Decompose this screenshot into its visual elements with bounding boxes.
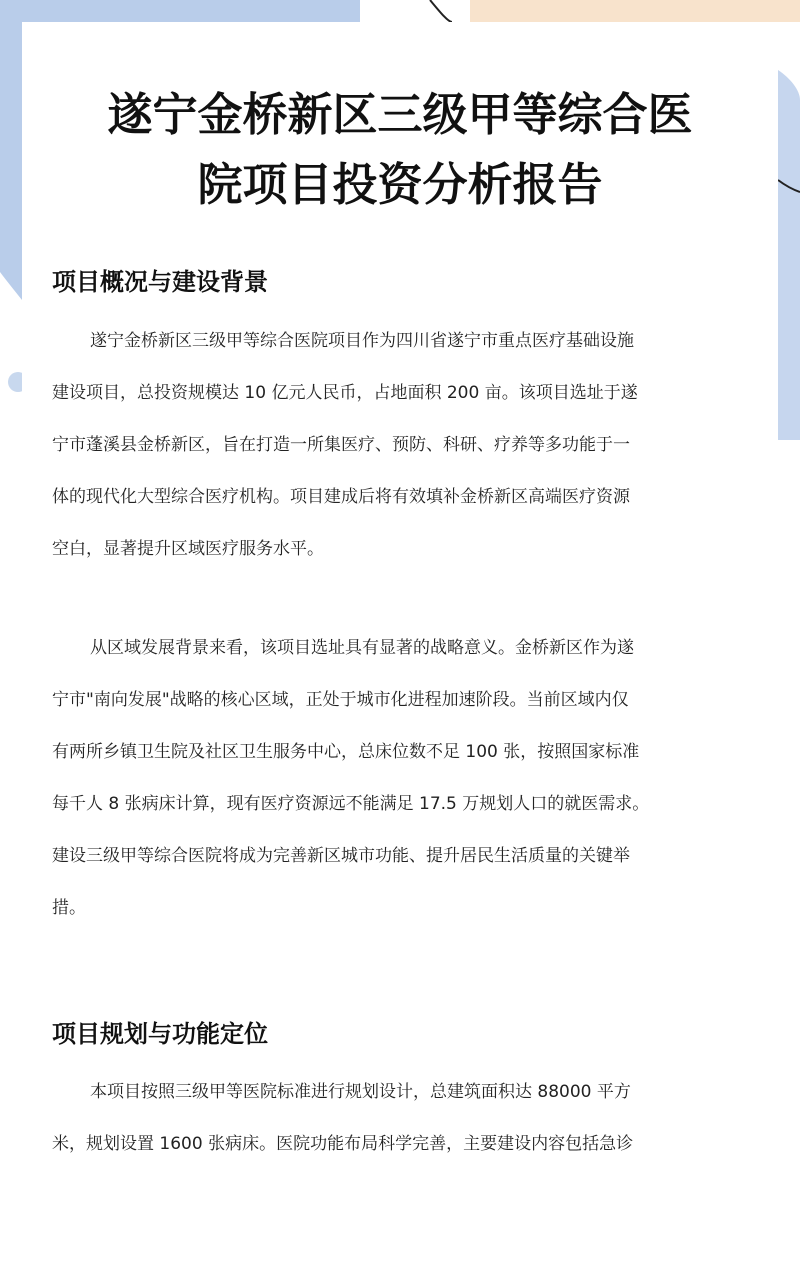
- paragraph-line: 米，规划设置 1600 张病床。医院功能布局科学完善，主要建设内容包括急诊: [52, 1134, 634, 1154]
- paragraph-overview-1: [52, 315, 752, 575]
- title-line: 遂宁金桥新区三级甲等综合医: [107, 88, 693, 141]
- paragraph-line: 体的现代化大型综合医疗机构。项目建成后将有效填补金桥新区高端医疗资源: [52, 487, 630, 507]
- bg-peach-shape-top: [470, 0, 800, 22]
- report-title: [22, 80, 778, 220]
- paragraph-line: 措。: [52, 898, 86, 918]
- report-card: [22, 22, 778, 1282]
- paragraph-line: 从区域发展背景来看，该项目选址具有显著的战略意义。金桥新区作为遂: [90, 638, 634, 658]
- paragraph-planning-1: [52, 1066, 752, 1170]
- paragraph-line: 宁市"南向发展"战略的核心区域，正处于城市化进程加速阶段。当前区域内仅: [52, 690, 629, 710]
- paragraph-line: 建设三级甲等综合医院将成为完善新区城市功能、提升居民生活质量的关键举: [52, 846, 630, 866]
- paragraph-line: 本项目按照三级甲等医院标准进行规划设计，总建筑面积达 88000 平方: [90, 1082, 631, 1102]
- paragraph-line: 每千人 8 张病床计算，现有医疗资源远不能满足 17.5 万规划人口的就医需求。: [52, 794, 650, 814]
- section-heading-overview: 项目概况与建设背景: [52, 268, 268, 296]
- paragraph-overview-2: [52, 622, 752, 934]
- paragraph-line: 空白，显著提升区域医疗服务水平。: [52, 539, 324, 559]
- bg-blue-shape-right: [778, 70, 800, 440]
- title-line: 院项目投资分析报告: [197, 158, 603, 211]
- paragraph-line: 宁市蓬溪县金桥新区，旨在打造一所集医疗、预防、科研、疗养等多功能于一: [52, 435, 630, 455]
- paragraph-line: 有两所乡镇卫生院及社区卫生服务中心，总床位数不足 100 张，按照国家标准: [52, 742, 640, 762]
- paragraph-line: 遂宁金桥新区三级甲等综合医院项目作为四川省遂宁市重点医疗基础设施: [90, 331, 634, 351]
- section-heading-planning: 项目规划与功能定位: [52, 1020, 268, 1048]
- paragraph-line: 建设项目，总投资规模达 10 亿元人民币，占地面积 200 亩。该项目选址于遂: [52, 383, 638, 403]
